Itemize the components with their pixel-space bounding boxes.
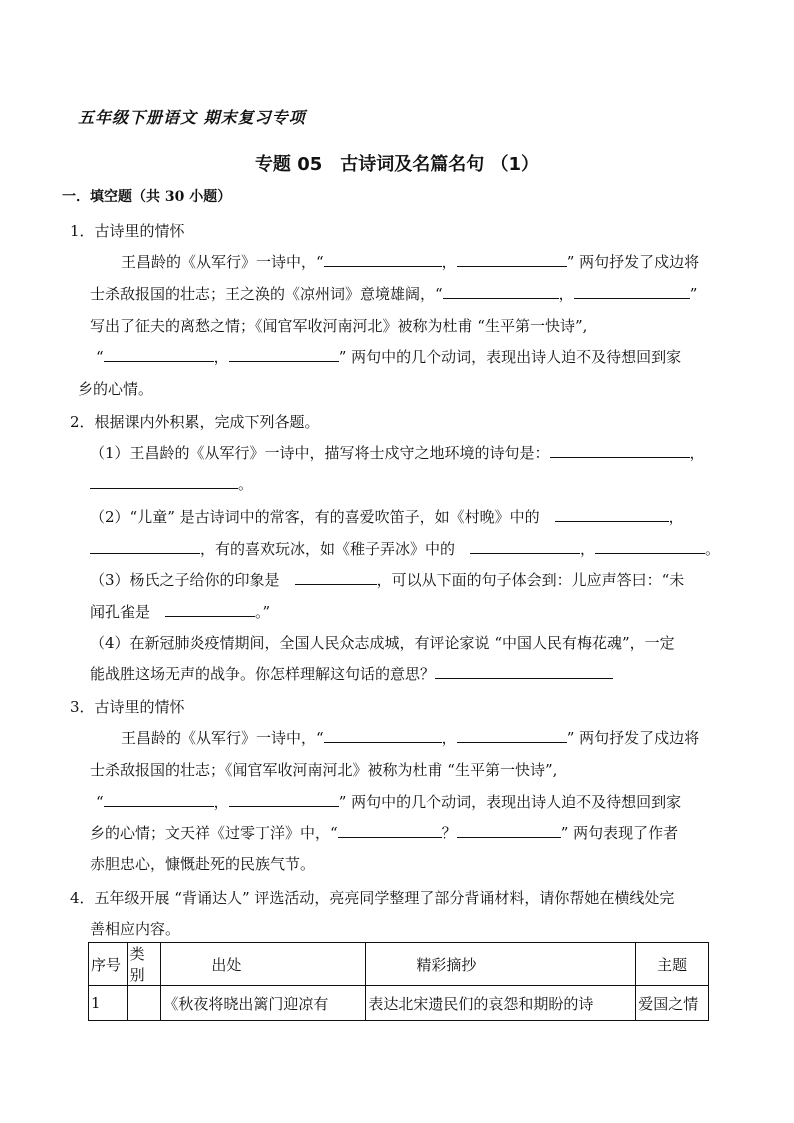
page-title: 专题 05 古诗词及名篇名句 （1）	[254, 154, 540, 175]
q3-line-1: 王昌龄的《从军行》一诗中，“ ， ” 两句抒发了戍边将	[121, 729, 700, 747]
q2-blank-7[interactable]	[295, 570, 377, 585]
q2-sub-4b: 能战胜这场无声的战争。你怎样理解这句话的意思？	[90, 663, 613, 684]
q3-line-5: 赤胆忠心，慷慨赴死的民族气节。	[90, 855, 316, 873]
q2-blank-6[interactable]	[595, 539, 705, 554]
q2-blank-9[interactable]	[435, 664, 613, 679]
table-cell: 1	[89, 986, 128, 1021]
q2-sub-4: （4）在新冠肺炎疫情期间，全国人民众志成城，有评论家说 “中国人民有梅花魂”，一定	[90, 634, 675, 652]
q2-blank-1[interactable]	[550, 443, 690, 458]
worksheet-header: 五年级下册语文 期末复习专项	[78, 108, 306, 127]
table-header-cell: 类别	[127, 943, 161, 986]
q2-blank-8[interactable]	[165, 602, 255, 617]
q1-line-3: 写出了征夫的离愁之情；《闻官军收河南河北》被称为杜甫 “生平第一快诗”,	[90, 317, 588, 335]
q1-line-1: 王昌龄的《从军行》一诗中，“ ， ” 两句抒发了戍边将	[121, 253, 700, 271]
q3-line-2: 士杀敌报国的壮志；《闻官军收河南河北》被称为杜甫 “生平第一快诗”,	[90, 761, 558, 779]
table-cell: 表达北宋遗民们的哀怨和期盼的诗	[366, 986, 636, 1021]
q2-blank-4[interactable]	[90, 539, 200, 554]
q2-sub-1b: 。	[90, 473, 253, 494]
q2-sub-2b: ，有的喜欢玩冰，如《稚子弄冰》中的 ， 。	[90, 538, 720, 559]
q3-blank-5[interactable]	[338, 823, 442, 838]
q2-sub-1: （1）王昌龄的《从军行》一诗中，描写将士戍守之地环境的诗句是： ，	[90, 444, 705, 462]
q1-blank-1[interactable]	[324, 252, 442, 267]
table-row	[89, 986, 709, 1021]
q3-line-3: “ ， ” 两句中的几个动词，表现出诗人迫不及待想回到家	[96, 793, 682, 811]
q1-blank-6[interactable]	[229, 347, 339, 362]
table-header-row	[89, 943, 709, 986]
q3-blank-2[interactable]	[457, 728, 567, 743]
q3-blank-1[interactable]	[324, 728, 442, 743]
table-cell[interactable]	[127, 986, 161, 1021]
q2-blank-2[interactable]	[90, 474, 238, 489]
table-header-cell: 出处	[161, 943, 366, 986]
q3-blank-3[interactable]	[104, 792, 214, 807]
table-header-cell: 精彩摘抄	[366, 943, 636, 986]
q2-blank-3[interactable]	[555, 507, 669, 522]
q1-blank-4[interactable]	[574, 284, 690, 299]
table-cell: 爱国之情	[636, 986, 709, 1021]
table-cell: 《秋夜将晓出篱门迎凉有	[161, 986, 366, 1021]
q1-line-5: 乡的心情。	[78, 380, 154, 398]
q3-heading: 3．古诗里的情怀	[70, 698, 185, 716]
q1-blank-2[interactable]	[457, 252, 567, 267]
q3-blank-4[interactable]	[229, 792, 339, 807]
q4-heading-2: 善相应内容。	[90, 920, 181, 938]
table-header-cell: 主题	[636, 943, 709, 986]
table-header-cell: 序号	[89, 943, 128, 986]
section-heading: 一．填空题（共 30 小题）	[62, 189, 232, 205]
q2-sub-2: （2）“儿童” 是古诗词中的常客，有的喜爱吹笛子，如《村晚》中的 ，	[90, 508, 684, 526]
q3-blank-6[interactable]	[457, 823, 561, 838]
q1-heading: 1．古诗里的情怀	[70, 222, 185, 240]
q2-blank-5[interactable]	[470, 539, 580, 554]
q4-heading: 4．五年级开展 “背诵达人” 评选活动，亮亮同学整理了部分背诵材料，请你帮她在横线处完	[70, 889, 675, 907]
q2-sub-3: （3）杨氏之子给你的印象是 ，可以从下面的句子体会到：儿应声答曰：“未	[90, 571, 685, 589]
q3-line-4: 乡的心情；文天祥《过零丁洋》中，“ ？ ” 两句表现了作者	[90, 824, 679, 842]
q1-line-4: “ ， ” 两句中的几个动词，表现出诗人迫不及待想回到家	[96, 348, 682, 366]
q2-sub-3b: 闻孔雀是 。”	[90, 603, 271, 621]
q1-blank-3[interactable]	[443, 284, 559, 299]
recitation-table	[88, 942, 709, 1021]
q1-blank-5[interactable]	[104, 347, 214, 362]
q1-line-2: 士杀敌报国的壮志；王之涣的《凉州词》意境雄阔，“ ， ”	[90, 285, 698, 303]
q2-heading: 2．根据课内外积累，完成下列各题。	[70, 413, 320, 431]
